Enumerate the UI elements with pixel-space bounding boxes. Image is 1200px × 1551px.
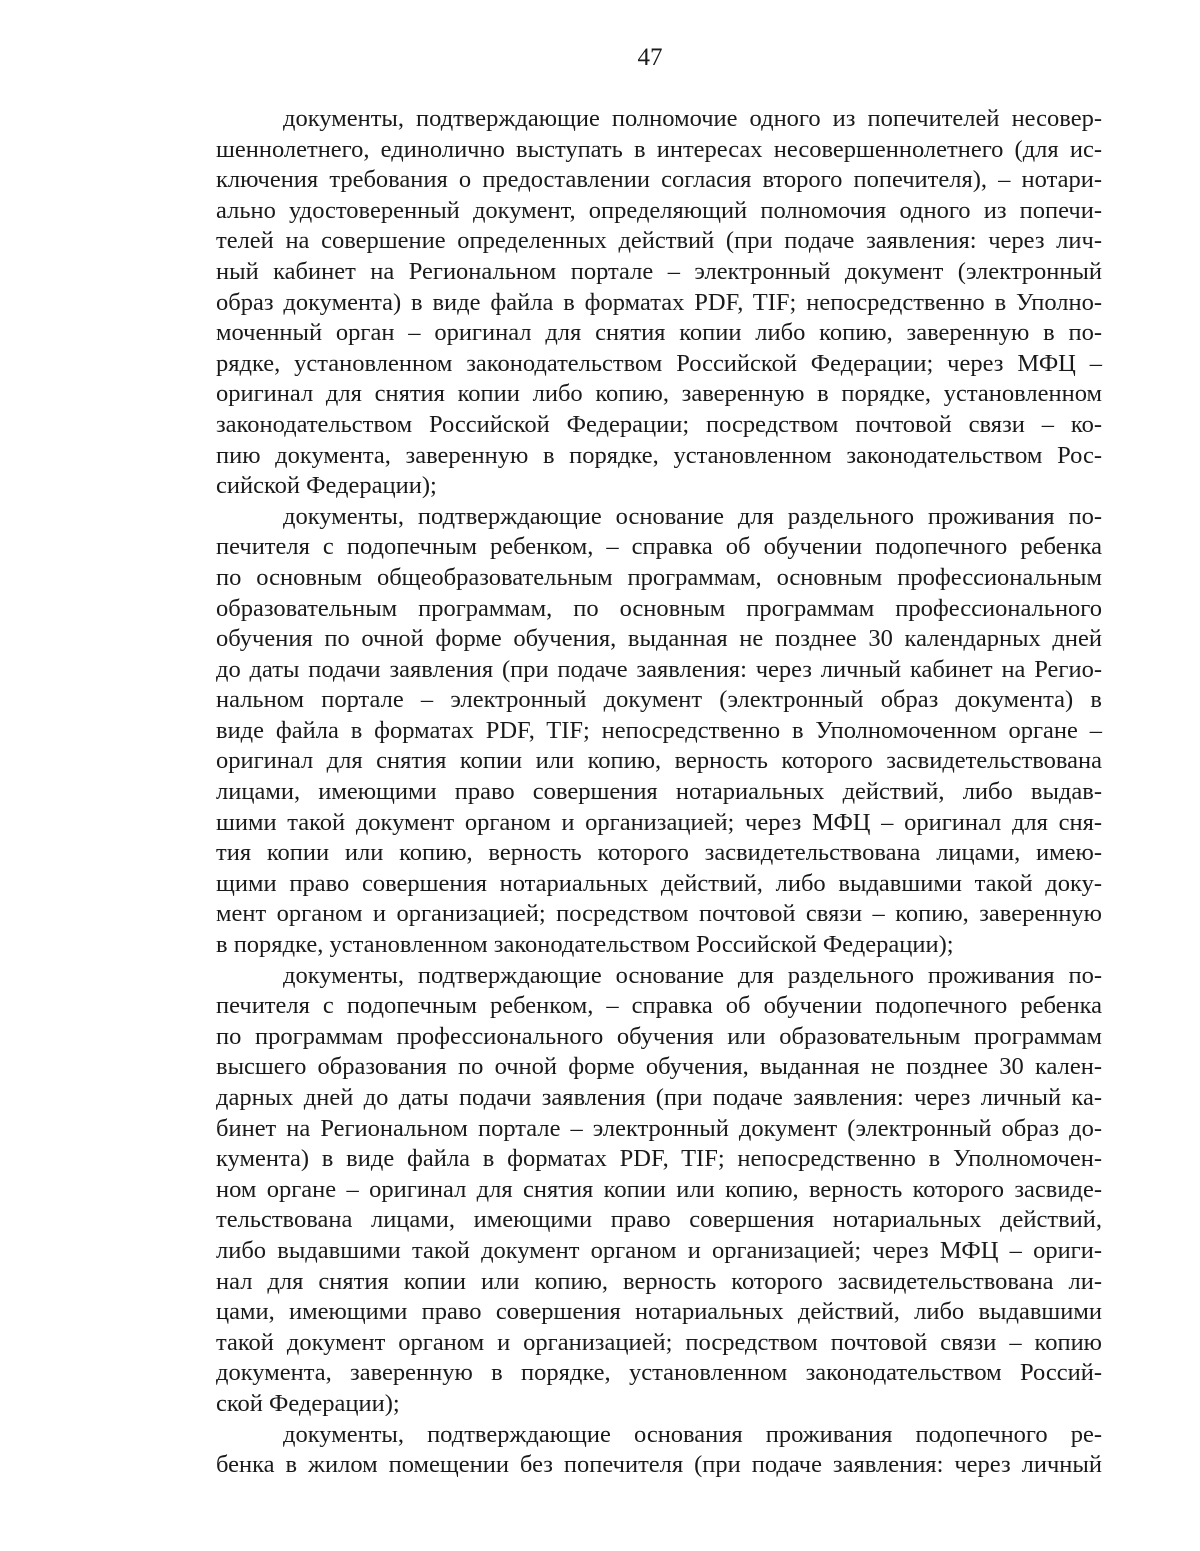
text-line: нальном портале – электронный документ (электронный образ документа) в: [216, 686, 1102, 714]
text-line: шими такой документ органом и организацией; через МФЦ – оригинал для сня-: [216, 808, 1102, 836]
text-line: бинет на Региональном портале – электронный документ (электронный образ до-: [216, 1114, 1102, 1142]
text-line: дарных дней до даты подачи заявления (при подаче заявления: через личный ка-: [216, 1084, 1102, 1111]
text-line: оригинал для снятия копии либо копию, заверенную в порядке, установленном: [216, 380, 1102, 408]
text-line: высшего образования по очной форме обучения, выданная не позднее 30 кален-: [216, 1053, 1102, 1081]
paragraph-guardian-authority: [216, 104, 1102, 502]
text-line: ключения требования о предоставлении согласия второго попечителя), – нотари-: [216, 166, 1102, 194]
text-line: такой документ органом и организацией; посредством почтовой связи – копию: [216, 1328, 1102, 1356]
text-line: документы, подтверждающие полномочие одного из попечителей несовер-: [283, 105, 1102, 132]
document-body: [216, 104, 1102, 1481]
text-line: моченный орган – оригинал для снятия копии либо копию, заверенную в по-: [216, 319, 1102, 347]
text-line: цами, имеющими право совершения нотариальных действий, либо выдавшими: [216, 1298, 1102, 1326]
text-line: тия копии или копию, верность которого засвидетельствована лицами, имею-: [216, 839, 1102, 867]
text-line: ской Федерации);: [216, 1389, 400, 1417]
text-line: бенка в жилом помещении без попечителя (при подаче заявления: через личный: [216, 1451, 1102, 1479]
text-line: законодательством Российской Федерации; посредством почтовой связи – ко-: [216, 410, 1102, 438]
text-line: рядке, установленном законодательством Российской Федерации; через МФЦ –: [216, 349, 1102, 377]
text-line: до даты подачи заявления (при подаче заявления: через личный кабинет на Регио-: [216, 655, 1102, 683]
text-line: печителя с подопечным ребенком, – справка об обучении подопечного ребенка: [216, 533, 1102, 561]
text-line: в порядке, установленном законодательством Российской Федерации);: [216, 931, 954, 959]
text-line: документы, подтверждающие основание для раздельного проживания по-: [283, 502, 1102, 530]
text-line: по программам профессионального обучения или образовательным программам: [216, 1022, 1102, 1050]
text-line: пию документа, заверенную в порядке, установленном законодательством Рос-: [216, 441, 1102, 469]
text-line: оригинал для снятия копии или копию, верность которого засвидетельствована: [216, 747, 1102, 775]
text-line: образовательным программам, по основным программам профессионального: [216, 594, 1102, 622]
paragraph-separate-residence-general-education: [216, 502, 1102, 961]
text-line: либо выдавшими такой документ органом и организацией; через МФЦ – ориги-: [216, 1236, 1102, 1264]
text-line: ном органе – оригинал для снятия копии или копию, верность которого засвиде-: [216, 1175, 1102, 1203]
text-line: тельствована лицами, имеющими право совершения нотариальных действий,: [216, 1206, 1102, 1234]
text-line: по основным общеобразовательным программам, основным профессиональным: [216, 563, 1102, 591]
text-line: образ документа) в виде файла в форматах PDF, TIF; непосредственно в Уполно-: [216, 288, 1102, 316]
text-line: мент органом и организацией; посредством почтовой связи – копию, заверенную: [216, 900, 1102, 928]
text-line: виде файла в форматах PDF, TIF; непосредственно в Уполномоченном органе –: [216, 716, 1102, 744]
text-line: лицами, имеющими право совершения нотариальных действий, либо выдав-: [216, 778, 1102, 806]
text-line: документа, заверенную в порядке, установленном законодательством Россий-: [216, 1359, 1102, 1387]
text-line: печителя с подопечным ребенком, – справка об обучении подопечного ребенка: [216, 992, 1102, 1020]
text-line: обучения по очной форме обучения, выданная не позднее 30 календарных дней: [216, 625, 1102, 653]
text-line: ный кабинет на Региональном портале – электронный документ (электронный: [216, 257, 1102, 285]
page-number: 47: [637, 44, 663, 71]
text-line: кумента) в виде файла в форматах PDF, TIF; непосредственно в Уполномочен-: [216, 1145, 1102, 1173]
text-line: нал для снятия копии или копию, верность которого засвидетельствована ли-: [216, 1267, 1102, 1295]
text-line: документы, подтверждающие основание для раздельного проживания по-: [283, 961, 1102, 989]
paragraph-residence-without-guardian: [216, 1420, 1102, 1481]
text-line: сийской Федерации);: [216, 472, 437, 500]
text-line: щими право совершения нотариальных действий, либо выдавшими такой доку-: [216, 869, 1102, 897]
text-line: документы, подтверждающие основания проживания подопечного ре-: [283, 1420, 1102, 1448]
text-line: телей на совершение определенных действий (при подаче заявления: через лич-: [216, 227, 1102, 255]
text-line: шеннолетнего, единолично выступать в интересах несовершеннолетнего (для ис-: [216, 135, 1102, 163]
text-line: ально удостоверенный документ, определяющий полномочия одного из попечи-: [216, 196, 1102, 224]
paragraph-separate-residence-higher-education: [216, 961, 1102, 1420]
